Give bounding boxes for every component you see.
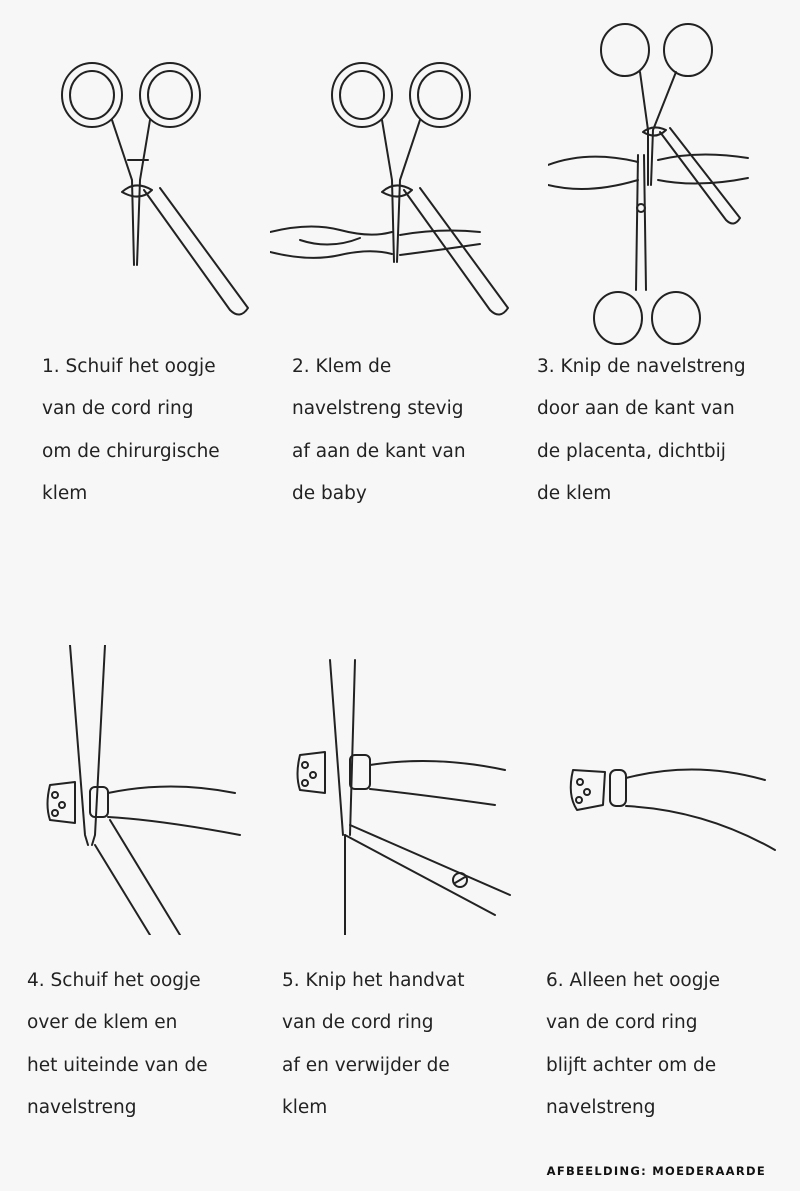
step-line: van de cord ring <box>282 1012 434 1034</box>
step-line: van de cord ring <box>546 1012 698 1034</box>
illustration-step-5-cut-ring-handle <box>295 655 520 935</box>
step-3-text <box>537 346 777 515</box>
step-5-text <box>282 960 522 1129</box>
step-line: 5. Knip het handvat <box>282 970 465 991</box>
step-line: klem <box>42 482 88 504</box>
step-line: 6. Alleen het oogje <box>546 970 720 991</box>
step-line: van de cord ring <box>42 398 194 420</box>
step-line: 3. Knip de navelstreng <box>537 356 746 377</box>
step-line: navelstreng <box>27 1096 137 1118</box>
step-4-text <box>27 960 267 1129</box>
illustration-step-1-clamp-with-ring <box>40 50 270 330</box>
image-credit: AFBEELDING: MOEDERAARDE <box>546 1164 766 1178</box>
step-line: de klem <box>537 482 612 504</box>
step-line: af en verwijder de <box>282 1054 450 1076</box>
step-line: het uiteinde van de <box>27 1054 208 1076</box>
step-6-text <box>546 960 786 1129</box>
illustration-step-3-cut-cord <box>548 20 800 350</box>
step-line: klem <box>282 1096 328 1118</box>
step-line: 4. Schuif het oogje <box>27 970 201 991</box>
illustration-step-2-clamp-on-cord <box>270 50 530 330</box>
step-line: door aan de kant van <box>537 398 735 420</box>
step-line: 1. Schuif het oogje <box>42 356 216 377</box>
step-line: de baby <box>292 482 367 504</box>
step-2-text <box>292 346 532 515</box>
step-line: om de chirurgische <box>42 440 220 462</box>
illustration-step-6-ring-remains <box>565 660 780 860</box>
step-line: over de klem en <box>27 1012 178 1034</box>
illustration-step-4-ring-over-clamp <box>40 645 250 935</box>
step-line: navelstreng <box>546 1096 656 1118</box>
step-line: af aan de kant van <box>292 440 466 462</box>
step-line: 2. Klem de <box>292 356 392 377</box>
step-line: navelstreng stevig <box>292 398 464 420</box>
step-line: blijft achter om de <box>546 1054 717 1076</box>
step-1-text <box>42 346 282 515</box>
step-line: de placenta, dichtbij <box>537 440 726 462</box>
